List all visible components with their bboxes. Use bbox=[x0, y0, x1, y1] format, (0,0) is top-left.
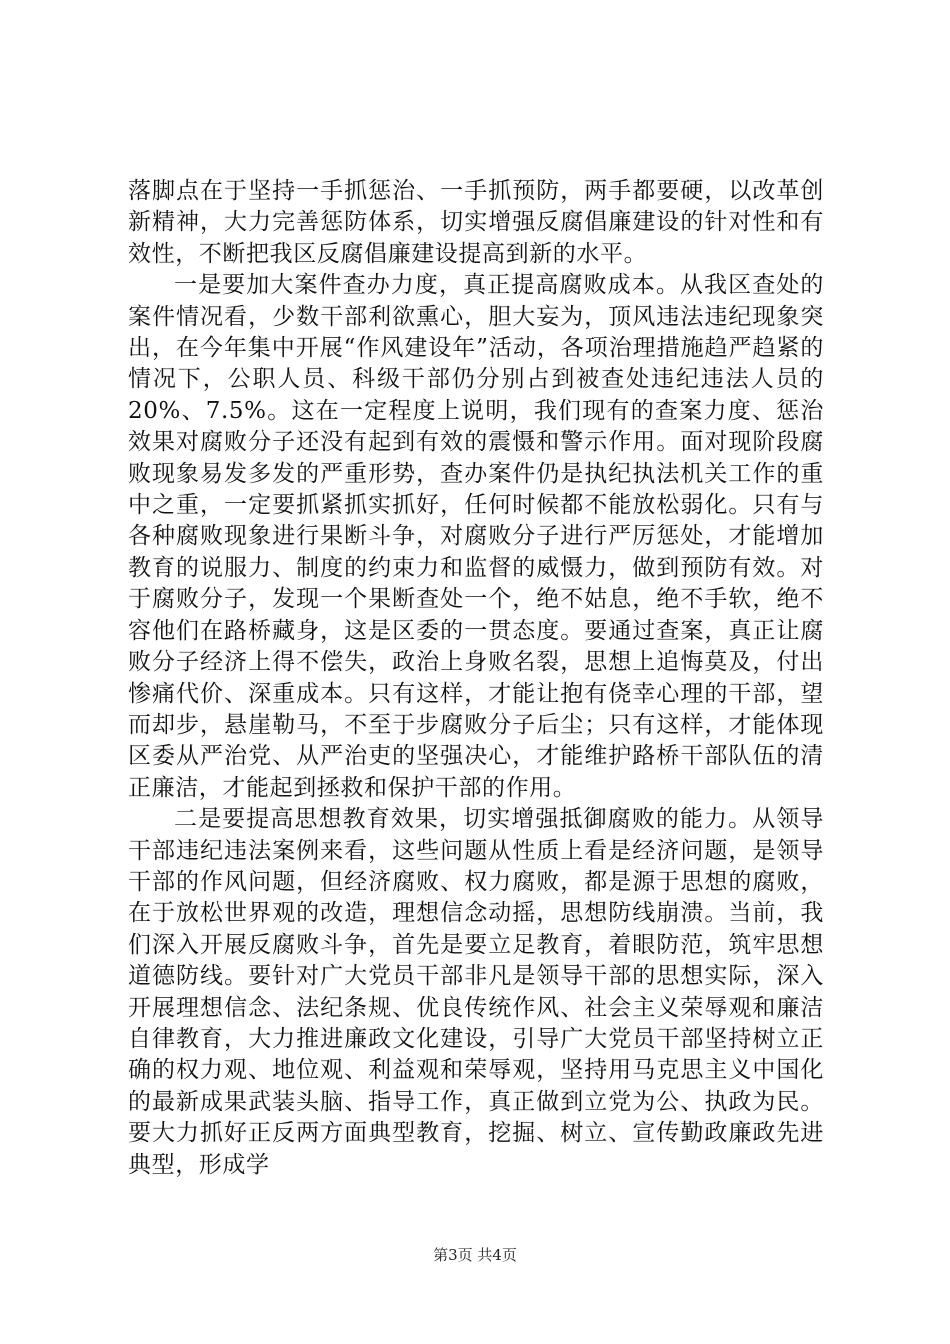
paragraph-ideological-education: 二是要提高思想教育效果，切实增强抵御腐败的能力。从领导干部违纪违法案例来看，这些问题从性质上看是经济问题，是领导干部的作风问题，但经济腐败、权力腐败，都是源于思想的腐败，在于放松世界观的改造，理想信念动摇，思想防线崩溃。当前，我们深入开展反腐败斗争，首先是要立足教育，着眼防范，筑牢思想道德防线。要针对广大党员干部非凡是领导干部的思想实际，深入开展理想信念、法纪条规、优良传统作风、社会主义荣辱观和廉洁自律教育，大力推进廉政文化建设，引导广大党员干部坚持树立正确的权力观、地位观、利益观和荣辱观，坚持用马克思主义中国化的最新成果武装头脑、指导工作，真正做到立党为公、执政为民。要大力抓好正反两方面典型教育，挖掘、树立、宣传勤政廉政先进典型，形成学 bbox=[128, 806, 824, 1178]
paragraph-case-investigation: 一是要加大案件查办力度，真正提高腐败成本。从我区查处的案件情况看，少数干部利欲熏心，胆大妄为，顶风违法违纪现象突出，在今年集中开展“作风建设年”活动，各项治理措施趋严趋紧的情况下，公职人员、科级干部仍分别占到被查处违纪违法人员的20%、7.5%。这在一定程度上说明，我们现有的查案力度、惩治效果对腐败分子还没有起到有效的震慑和警示作用。面对现阶段腐败现象易发多发的严重形势，查办案件仍是执纪执法机关工作的重中之重，一定要抓紧抓实抓好，任何时候都不能放松弱化。只有与各种腐败现象进行果断斗争，对腐败分子进行严厉惩处，才能增加教育的说服力、制度的约束力和监督的威慑力，做到预防有效。对于腐败分子，发现一个果断查处一个，绝不姑息，绝不手软，绝不容他们在路桥藏身，这是区委的一贯态度。要通过查案，真正让腐败分子经济上得不偿失，政治上身败名裂，思想上追悔莫及，付出惨痛代价、深重成本。只有这样，才能让抱有侥幸心理的干部，望而却步，悬崖勒马，不至于步腐败分子后尘；只有这样，才能体现区委从严治党、从严治吏的坚强决心，才能维护路桥干部队伍的清正廉洁，才能起到拯救和保护干部的作用。 bbox=[128, 272, 824, 801]
page-number-footer: 第3页 共4页 bbox=[433, 1246, 517, 1264]
document-body bbox=[128, 176, 824, 1181]
paragraph-continued: 落脚点在于坚持一手抓惩治、一手抓预防，两手都要硬，以改革创新精神，大力完善惩防体系，切实增强反腐倡廉建设的针对性和有效性，不断把我区反腐倡廉建设提高到新的水平。 bbox=[128, 178, 824, 267]
